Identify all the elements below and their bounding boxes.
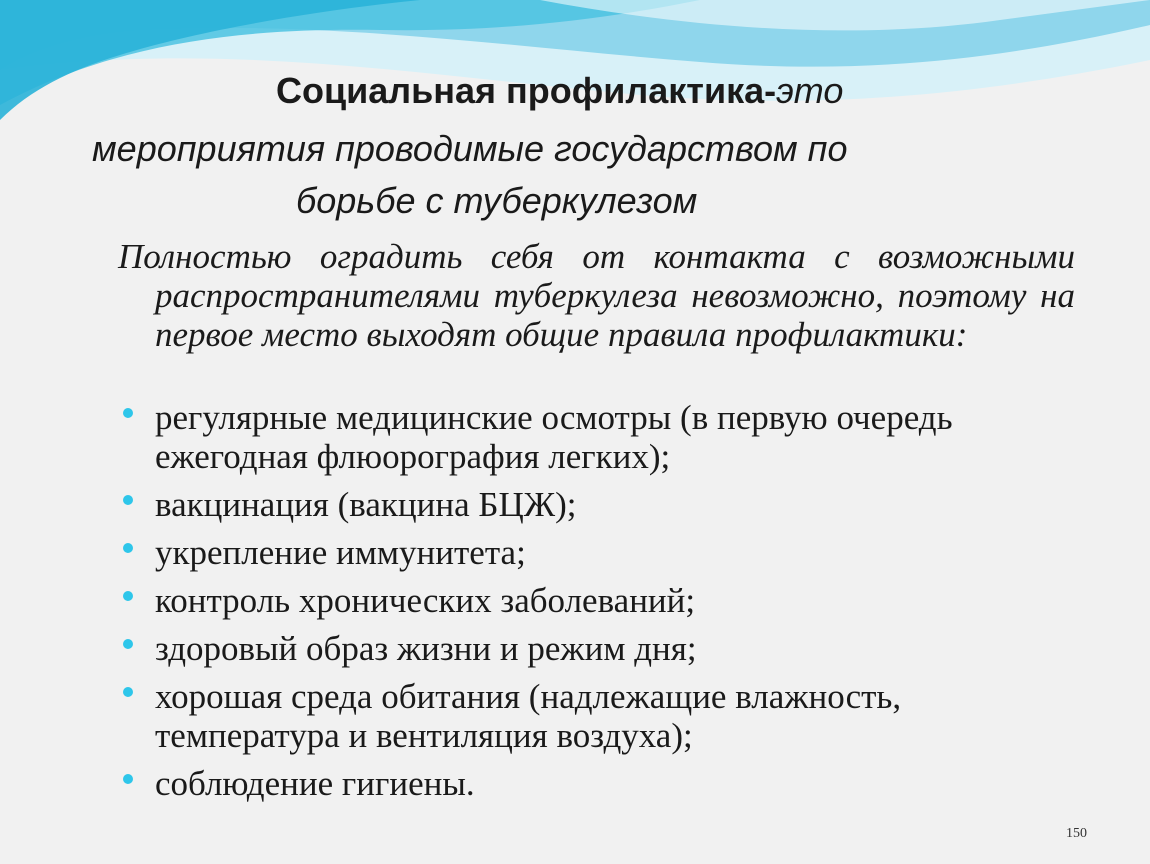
list-item bbox=[118, 398, 1048, 476]
title-bold-part: Социальная профилактика- bbox=[276, 70, 777, 111]
list-item-text: укрепление иммунитета; bbox=[155, 533, 526, 572]
list-item bbox=[118, 581, 1048, 620]
list-item-text: регулярные медицинские осмотры (в первую очередь ежегодная флюорография легких); bbox=[155, 398, 953, 476]
bullet-dot-icon bbox=[123, 543, 133, 553]
list-item bbox=[118, 533, 1048, 572]
intro-paragraph: Полностью оградить себя от контакта с возможными распространителями туберкулеза невозможно, поэтому на первое место выходят общие правила профилактики: bbox=[118, 237, 1075, 354]
list-item bbox=[118, 485, 1048, 524]
list-item-text: хорошая среда обитания (надлежащие влажность, температура и вентиляция воздуха); bbox=[155, 677, 902, 755]
bullet-dot-icon bbox=[123, 639, 133, 649]
bullet-dot-icon bbox=[123, 774, 133, 784]
title-line-1 bbox=[276, 68, 843, 114]
bullet-dot-icon bbox=[123, 591, 133, 601]
title-line-2: мероприятия проводимые государством по bbox=[92, 128, 848, 169]
list-item-text: контроль хронических заболеваний; bbox=[155, 581, 696, 620]
list-item bbox=[118, 764, 1048, 803]
bullet-dot-icon bbox=[123, 687, 133, 697]
list-item bbox=[118, 629, 1048, 668]
list-item-text: вакцинация (вакцина БЦЖ); bbox=[155, 485, 577, 524]
bullet-dot-icon bbox=[123, 408, 133, 418]
list-item-text: соблюдение гигиены. bbox=[155, 764, 475, 803]
prevention-rules-list bbox=[118, 398, 1048, 812]
list-item-text: здоровый образ жизни и режим дня; bbox=[155, 629, 697, 668]
page-number: 150 bbox=[1066, 826, 1087, 841]
list-item bbox=[118, 677, 1048, 755]
bullet-dot-icon bbox=[123, 495, 133, 505]
title-italic-part: это bbox=[776, 70, 844, 111]
title-line-3: борьбе с туберкулезом bbox=[296, 180, 698, 221]
